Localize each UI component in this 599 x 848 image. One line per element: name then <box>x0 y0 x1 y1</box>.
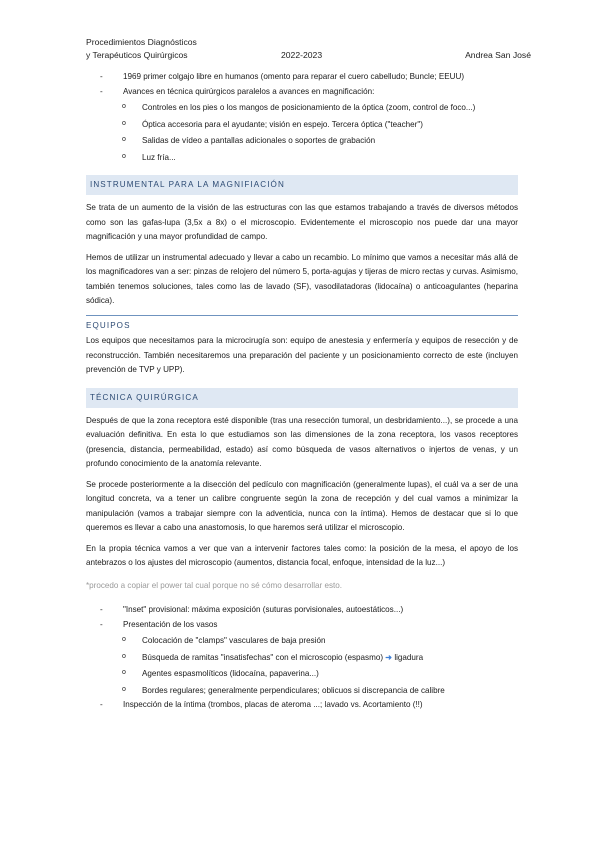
list-item: - 1969 primer colgajo libre en humanos (omento para reparar el cuero cabelludo; Buncle; EEUU) <box>86 70 518 85</box>
sub-list-item: o Bordes regulares; generalmente perpendiculares; oblicuos si discrepancia de calibre <box>86 684 518 699</box>
paragraph: En la propia técnica vamos a ver que van a intervenir factores tales como: la posición de la mesa, el apoyo de los antebrazos o los ajustes del microscopio (aumentos, distancia focal, enfoque, intensidad de la luz...) <box>86 543 518 567</box>
paragraph: Los equipos que necesitamos para la microcirugía son: equipo de anestesia y enfermería y equipos de resección y de reconstrucción. También necesitaremos una preparación del paciente y un posicionamiento correcto de este (incluyen prevención de TVP y UPP). <box>86 336 518 374</box>
intro-list <box>86 70 518 165</box>
sub-list-item: o Colocación de "clamps" vasculares de baja presión <box>86 634 518 649</box>
sub-list-item: o Controles en los pies o los mangos de posicionamiento de la óptica (zoom, control de foco...) <box>86 101 518 116</box>
technique-list <box>86 603 518 713</box>
author-note: *procedo a copiar el power tal cual porque no sé cómo desarrollar esto. <box>86 580 342 590</box>
section-heading-equipos: EQUIPOS <box>86 315 518 335</box>
right-arrow-icon: ➜ <box>385 652 393 662</box>
list-item: - Inspección de la íntima (trombos, placas de ateroma ...; lavado vs. Acortamiento (!!) <box>86 698 518 713</box>
sub-list-item: o Óptica accesoria para el ayudante; visión en espejo. Tercera óptica ("teacher") <box>86 118 518 133</box>
list-item <box>86 85 518 166</box>
ligadura-text: ligadura <box>394 652 424 662</box>
sub-list <box>86 634 518 698</box>
paragraph: Se trata de un aumento de la visión de las estructuras con las que estamos trabajando a través de diversos métodos como son las gafas-lupa (3,5x a 8x) o el microscopio. Evidentemente el microscopio nos puede dar una mayor magnificación y una mayor profundidad de campo. <box>86 203 518 241</box>
section-heading-instrumental: INSTRUMENTAL PARA LA MAGNIFIACIÓN <box>86 175 518 195</box>
sub-list-item-text: Búsqueda de ramitas "insatisfechas" con el microscopio (espasmo) <box>142 652 384 662</box>
header-author: Andrea San José <box>465 49 531 60</box>
paragraph: Hemos de utilizar un instrumental adecuado y llevar a cabo un recambio. Lo mínimo que vamos a necesitar más allá de los magnificadores van a ser: pinzas de relojero del número 5, porta-agujas y tijeras de micro rectas y curvas. Asimismo, también tenemos soluciones, tales como las de lavado (SF), vasodilatadoras (lidocaína) o anticoagulantes (heparina sódica). <box>86 252 518 305</box>
document-body <box>86 70 518 713</box>
sub-list <box>86 101 518 165</box>
list-item-text: Avances en técnica quirúrgicos paralelos a avances en magnificación: <box>123 86 375 96</box>
list-item-text: Presentación de los vasos <box>123 619 218 629</box>
sub-list-item: o Luz fría... <box>86 151 518 166</box>
sub-list-item: o Agentes espasmolíticos (lidocaína, papaverina...) <box>86 667 518 682</box>
header-title-line1: Procedimientos Diagnósticos <box>86 37 197 47</box>
header-title <box>86 36 197 61</box>
paragraph: Se procede posteriormente a la disección del pedículo con magnificación (generalmente lupas), el cuál va a ser de una longitud concreta, va a tener un calibre congruente según la zona de recepción y del cual vamos a minimizar la manipulación (vamos a trabajar siempre con la adventicia, nunca con la íntima). Hemos de destacar que si lo que queremos es llevar a cabo una anastomosis, lo que haremos será utilizar el microscopio. <box>86 479 518 532</box>
section-heading-tecnica: TÉCNICA QUIRÚRGICA <box>86 388 518 408</box>
sub-list-item: o Salidas de vídeo a pantallas adicionales o soportes de grabación <box>86 134 518 149</box>
paragraph: Después de que la zona receptora esté disponible (tras una resección tumoral, un desbridamiento...), se procede a una evaluación definitiva. En esta lo que estudiamos son las dimensiones de la zona receptora, los vasos receptores (presencia, distancia, permeabilidad, estado) así como búsqueda de vasos alternativos o injertos de venas, y un profundo conocimiento de la anatomía relevante. <box>86 415 518 468</box>
sub-list-item <box>86 651 518 666</box>
header-year: 2022-2023 <box>281 49 323 60</box>
header-title-line2: y Terapéuticos Quirúrgicos <box>86 49 188 60</box>
list-item <box>86 618 518 699</box>
list-item: - "Inset" provisional: máxima exposición (suturas porvisionales, autoestáticos...) <box>86 603 518 618</box>
